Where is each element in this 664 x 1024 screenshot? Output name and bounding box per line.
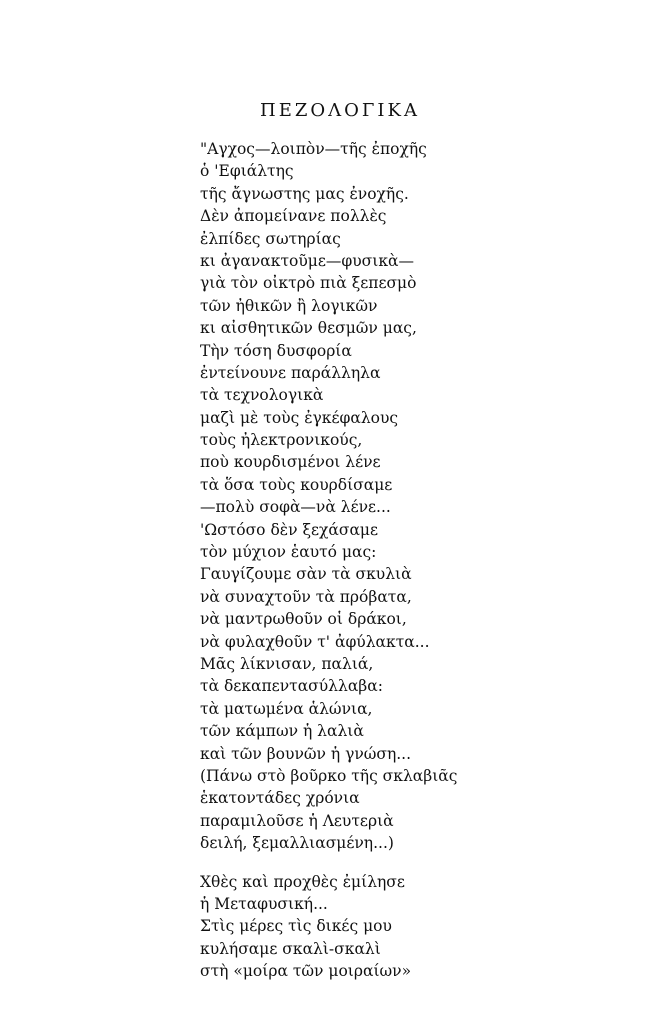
poem-line: τὰ ὅσα τοὺς κουρδίσαμε xyxy=(200,475,393,494)
poem-line: καὶ τῶν βουνῶν ἡ γνώση... xyxy=(200,744,412,763)
poem-line: (Πάνω στὸ βοῦρκο τῆς σκλαβιᾶς xyxy=(200,766,458,785)
poem-line: μαζὶ μὲ τοὺς ἐγκέφαλους xyxy=(200,408,399,427)
poem-line: 'Ωστόσο δὲν ξεχάσαμε xyxy=(200,520,379,539)
stanza-2 xyxy=(200,871,640,983)
poem-line: Χθὲς καὶ προχθὲς ἐμίλησε xyxy=(200,872,405,891)
stanza-1 xyxy=(200,138,640,855)
poem-line: τοὺς ἠλεκτρονικούς, xyxy=(200,431,363,450)
poem-line: τῆς ἄγνωστης μας ἐνοχῆς. xyxy=(200,184,409,203)
poem-line: παραμιλοῦσε ἡ Λευτεριὰ xyxy=(200,811,394,830)
poem-line: κι αἰσθητικῶν θεσμῶν μας, xyxy=(200,319,417,338)
poem-line: ἡ Μεταφυσική... xyxy=(200,894,328,913)
poem-line: τῶν ἠθικῶν ἢ λογικῶν xyxy=(200,296,378,315)
poem-line: Τὴν τόση δυσφορία xyxy=(200,341,352,360)
poem-line: —πολὺ σοφὰ—νὰ λένε... xyxy=(200,498,391,517)
poem-body xyxy=(200,138,640,982)
poem-line: Στὶς μέρες τὶς δικές μου xyxy=(200,917,392,936)
poem-line: τὰ ματωμένα ἁλώνια, xyxy=(200,699,373,718)
poem-line: τὰ δεκαπεντασύλλαβα: xyxy=(200,677,383,696)
poem-line: Μᾶς λίκνισαν, παλιά, xyxy=(200,654,374,673)
poem-line: νὰ συναχτοῦν τὰ πρόβατα, xyxy=(200,587,412,606)
poem-line: ποὺ κουρδισμένοι λένε xyxy=(200,453,381,472)
poem-line: ἑκατοντάδες χρόνια xyxy=(200,789,360,808)
poem-line: νὰ μαντρωθοῦν οἱ δράκοι, xyxy=(200,610,407,629)
poem-line: "Αγχος—λοιπὸν—τῆς ἐποχῆς xyxy=(200,140,427,158)
poem-line: δειλή, ξεμαλλιασμένη...) xyxy=(200,834,394,853)
poem-line: Δὲν ἀπομείνανε πολλὲς xyxy=(200,207,387,226)
poem-line: νὰ φυλαχθοῦν τ' ἀφύλακτα... xyxy=(200,632,430,651)
poem-title: ΠΕΖΟΛΟΓΙΚΑ xyxy=(260,100,420,121)
poem-line: τῶν κάμπων ἡ λαλιὰ xyxy=(200,722,364,741)
poem-line: ἐντείνουνε παράλληλα xyxy=(200,363,381,382)
poem-line: κι ἀγανακτοῦμε—φυσικὰ— xyxy=(200,251,414,270)
poem-line: ἐλπίδες σωτηρίας xyxy=(200,229,341,248)
poem-line: τὰ τεχνολογικὰ xyxy=(200,386,324,405)
poem-line: ὁ 'Εφιάλτης xyxy=(200,162,294,181)
poem-line: τὸν μύχιον ἑαυτό μας: xyxy=(200,543,377,562)
poem-line: Γαυγίζουμε σὰν τὰ σκυλιὰ xyxy=(200,565,412,584)
poem-line: γιὰ τὸν οἰκτρὸ πιὰ ξεπεσμὸ xyxy=(200,274,417,293)
poem-line: κυλήσαμε σκαλὶ-σκαλὶ xyxy=(200,939,381,958)
poem-line: στὴ «μοίρα τῶν μοιραίων» xyxy=(200,962,412,981)
